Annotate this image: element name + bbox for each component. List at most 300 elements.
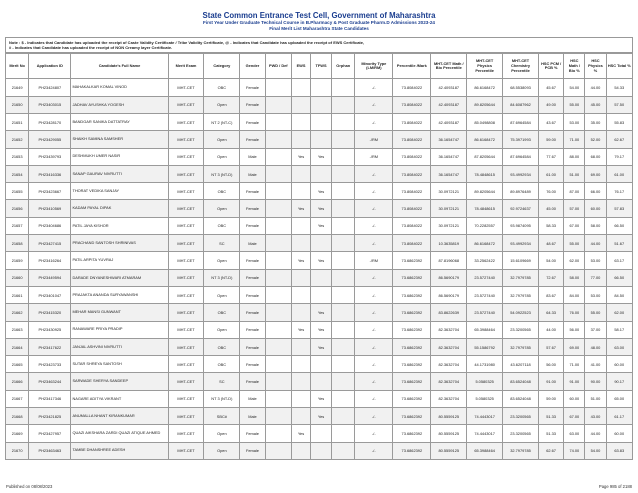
table-cell: -/RM	[355, 148, 393, 165]
table-cell: -/-	[355, 217, 393, 234]
table-cell	[292, 269, 311, 286]
column-header: Category	[204, 54, 240, 79]
table-cell: BANDGAR SANIKA DATTATRAY	[71, 114, 168, 131]
table-cell: PATIL JAYA KISHOR	[71, 217, 168, 234]
table-cell: NT 3 (NT-D)	[204, 269, 240, 286]
table-cell: 76.17	[606, 183, 633, 200]
table-cell: -/-	[355, 165, 393, 182]
table-cell	[292, 304, 311, 321]
table-cell	[265, 408, 291, 425]
table-cell: 21662	[6, 304, 29, 321]
table-cell	[265, 390, 291, 407]
table-cell: 76.00	[538, 183, 563, 200]
table-cell: 80.5559125	[431, 425, 467, 442]
table-cell: 92.9724637	[503, 200, 539, 217]
table-cell: Female	[240, 356, 265, 373]
table-cell: MHT-CET	[168, 148, 204, 165]
table-cell: MHT-CET	[168, 390, 204, 407]
table-row	[6, 131, 633, 148]
table-cell: 76.00	[564, 304, 585, 321]
table-cell: 21669	[6, 425, 29, 442]
table-cell: 73.8084022	[393, 165, 431, 182]
table-cell: 60.00	[564, 390, 585, 407]
table-cell: Female	[240, 114, 265, 131]
table-cell: 80.5559125	[431, 408, 467, 425]
table-cell: -/-	[355, 269, 393, 286]
table-cell: PH23427957	[29, 425, 71, 442]
table-cell: 83.6524048	[503, 390, 539, 407]
table-cell: 73.6862392	[393, 252, 431, 269]
table-cell: Female	[240, 252, 265, 269]
table-cell	[332, 79, 355, 96]
table-cell: 82.3632704	[431, 356, 467, 373]
published-date: Published on 08/08/2023	[6, 484, 53, 489]
table-cell: Open	[204, 442, 240, 459]
table-cell	[292, 131, 311, 148]
table-cell: 33.2562422	[467, 252, 503, 269]
table-row	[6, 183, 633, 200]
table-cell: SBC#	[204, 408, 240, 425]
table-cell: 73.6862392	[393, 356, 431, 373]
table-cell	[292, 356, 311, 373]
table-cell: 66.00	[585, 183, 606, 200]
table-cell: 71.00	[564, 356, 585, 373]
table-row	[6, 114, 633, 131]
table-row	[6, 165, 633, 182]
table-cell: 54.00	[564, 79, 585, 96]
table-cell: 21663	[6, 321, 29, 338]
table-cell: 45.67	[538, 79, 563, 96]
table-cell: 48.67	[538, 235, 563, 252]
table-cell: Female	[240, 200, 265, 217]
table-cell	[265, 321, 291, 338]
table-cell: Female	[240, 269, 265, 286]
table-cell: 44.00	[585, 79, 606, 96]
table-cell: Female	[240, 217, 265, 234]
table-cell: Open	[204, 252, 240, 269]
table-cell: 73.6862392	[393, 286, 431, 303]
table-cell: -/-	[355, 183, 393, 200]
table-cell: 73.6862392	[393, 373, 431, 390]
table-row	[6, 356, 633, 373]
table-cell: 77.67	[538, 148, 563, 165]
table-cell: 73.6862392	[393, 269, 431, 286]
table-row	[6, 235, 633, 252]
table-cell: PH23429055	[29, 131, 71, 148]
table-cell: 45.00	[585, 96, 606, 113]
table-cell: 42.4093187	[431, 114, 467, 131]
table-cell: 87.6964584	[503, 148, 539, 165]
table-cell: 61.00	[538, 165, 563, 182]
table-cell: 43.00	[585, 408, 606, 425]
table-cell: 91.00	[564, 373, 585, 390]
table-cell: 93.4992934	[503, 165, 539, 182]
table-cell: 73.8084022	[393, 217, 431, 234]
table-cell: MHT-CET	[168, 286, 204, 303]
table-cell: PH23416336	[29, 165, 71, 182]
table-cell: -/-	[355, 321, 393, 338]
table-cell	[311, 373, 332, 390]
table-cell: 21650	[6, 96, 29, 113]
table-cell: 44.00	[585, 425, 606, 442]
table-cell: 56.00	[538, 356, 563, 373]
table-cell: 89.8976489	[503, 183, 539, 200]
document-title: State Common Entrance Test Cell, Government of Maharashtra	[202, 11, 436, 20]
table-cell: 21666	[6, 373, 29, 390]
table-cell: THORAT VEDIKA SANJAY	[71, 183, 168, 200]
table-cell: Yes	[311, 252, 332, 269]
table-cell: DESHMUKH UMER NASIR	[71, 148, 168, 165]
table-cell	[292, 217, 311, 234]
table-cell: 69.00	[564, 338, 585, 355]
table-cell: 21651	[6, 114, 29, 131]
table-row	[6, 390, 633, 407]
table-cell: MHT-CET	[168, 373, 204, 390]
column-header: HSC Total %	[606, 54, 633, 79]
table-cell	[265, 304, 291, 321]
table-cell: OBC	[204, 217, 240, 234]
table-cell: 23.3200565	[503, 425, 539, 442]
table-cell: 53.00	[564, 114, 585, 131]
table-cell: 32.7979785	[503, 286, 539, 303]
table-cell: 45.00	[538, 200, 563, 217]
table-cell	[265, 425, 291, 442]
table-cell: Yes	[311, 390, 332, 407]
table-cell: Yes	[311, 338, 332, 355]
table-cell: 23.5727440	[467, 269, 503, 286]
table-cell: Female	[240, 131, 265, 148]
table-cell: PRAJAKTA ANANDA SURYAWANSHI	[71, 286, 168, 303]
table-cell: 90.17	[606, 373, 633, 390]
table-cell	[292, 390, 311, 407]
table-cell: 57.67	[538, 338, 563, 355]
table-cell: OBC	[204, 356, 240, 373]
table-cell: MHT-CET	[168, 269, 204, 286]
table-cell: 69.00	[585, 165, 606, 182]
table-cell: MEHAR MANSI GUNWANT	[71, 304, 168, 321]
table-cell	[311, 114, 332, 131]
table-cell: Yes	[292, 252, 311, 269]
table-cell	[332, 131, 355, 148]
table-cell: MHT-CET	[168, 442, 204, 459]
table-cell	[311, 235, 332, 252]
table-cell: MHT-CET	[168, 321, 204, 338]
table-cell: MHT-CET	[168, 338, 204, 355]
table-cell: PH23439793	[29, 148, 71, 165]
table-cell: 59.00	[538, 390, 563, 407]
table-cell: 79.17	[606, 148, 633, 165]
table-cell: 21665	[6, 356, 29, 373]
table-cell	[292, 286, 311, 303]
column-header: TFWS	[311, 54, 332, 79]
table-cell: OBC	[204, 79, 240, 96]
table-cell: MHT-CET	[168, 235, 204, 252]
table-cell	[265, 183, 291, 200]
table-cell: 44.00	[538, 321, 563, 338]
table-cell: JADHAV AYUSHKA YOGESH	[71, 96, 168, 113]
table-cell: 73.8084022	[393, 148, 431, 165]
table-cell: Yes	[292, 148, 311, 165]
table-cell: 73.8084022	[393, 200, 431, 217]
table-cell: Female	[240, 304, 265, 321]
table-row	[6, 425, 633, 442]
table-cell: PH23463244	[29, 373, 71, 390]
column-header: Candidate's Full Name	[71, 54, 168, 79]
table-cell: PH23404686	[29, 217, 71, 234]
table-cell: MHT-CET	[168, 183, 204, 200]
table-cell: SC	[204, 235, 240, 252]
table-cell	[332, 148, 355, 165]
table-cell: MAHAKALKAR KOMAL VINOD	[71, 79, 168, 96]
table-cell: 68.5538093	[503, 79, 539, 96]
table-cell	[311, 131, 332, 148]
table-cell: 21670	[6, 442, 29, 459]
table-row	[6, 269, 633, 286]
table-cell: 23.5727440	[467, 304, 503, 321]
table-cell: 93.9874095	[503, 217, 539, 234]
table-cell: 21659	[6, 252, 29, 269]
table-row	[6, 200, 633, 217]
table-cell	[332, 425, 355, 442]
table-cell: PH23415320	[29, 304, 71, 321]
table-cell: 70.2282557	[467, 217, 503, 234]
table-cell: NAGARE ADITYA VIKRANT	[71, 390, 168, 407]
table-cell: Yes	[292, 200, 311, 217]
table-cell: -/RM	[355, 131, 393, 148]
table-cell: 57.00	[564, 200, 585, 217]
table-cell: Yes	[311, 217, 332, 234]
table-cell: 51.33	[538, 408, 563, 425]
table-cell: PH23449594	[29, 269, 71, 286]
table-row	[6, 286, 633, 303]
column-header: Minority Type (LM/RM)	[355, 54, 393, 79]
table-cell	[311, 79, 332, 96]
table-cell: 73.8084022	[393, 114, 431, 131]
table-cell	[265, 235, 291, 252]
table-cell	[332, 96, 355, 113]
table-row	[6, 252, 633, 269]
table-cell: 58.00	[585, 217, 606, 234]
table-cell: 75.3971993	[503, 131, 539, 148]
table-cell	[332, 200, 355, 217]
table-cell	[311, 96, 332, 113]
table-cell: OBC	[204, 183, 240, 200]
table-cell	[332, 373, 355, 390]
table-cell: 36.1654747	[431, 148, 467, 165]
column-header: Merit No	[6, 54, 29, 79]
table-cell	[332, 183, 355, 200]
table-cell	[265, 373, 291, 390]
table-cell: 82.3632704	[431, 390, 467, 407]
table-cell: 21653	[6, 148, 29, 165]
table-cell	[311, 442, 332, 459]
column-header: EWS	[292, 54, 311, 79]
table-cell	[292, 235, 311, 252]
table-cell: PH23463463	[29, 442, 71, 459]
table-cell: Yes	[311, 200, 332, 217]
table-cell: Female	[240, 338, 265, 355]
page-number: Page 985 of 2188	[598, 484, 632, 489]
table-cell: 86.6168472	[467, 79, 503, 96]
table-row	[6, 148, 633, 165]
table-cell: 49.00	[538, 96, 563, 113]
table-cell: MHT-CET	[168, 79, 204, 96]
table-cell: 91.00	[538, 373, 563, 390]
table-cell: 51.00	[585, 390, 606, 407]
table-cell: 51.67	[606, 235, 633, 252]
table-cell: 43.67	[538, 114, 563, 131]
table-cell: 41.00	[585, 356, 606, 373]
table-cell: 86.5690179	[431, 286, 467, 303]
table-cell: 87.8196068	[431, 252, 467, 269]
table-cell: SHAIKH SAMINA SAMSHER	[71, 131, 168, 148]
table-cell: 83.6524048	[503, 373, 539, 390]
table-cell: Open	[204, 148, 240, 165]
table-cell	[311, 425, 332, 442]
table-row	[6, 373, 633, 390]
column-header: MHT-CET Math / Bio Percentile	[431, 54, 467, 79]
table-cell: -/-	[355, 425, 393, 442]
table-cell: 74.4443017	[467, 408, 503, 425]
table-cell: 60.00	[606, 425, 633, 442]
column-header: PWD / Def	[265, 54, 291, 79]
table-cell	[332, 442, 355, 459]
table-cell	[265, 217, 291, 234]
table-cell: 73.8084022	[393, 235, 431, 252]
table-cell: 35.00	[585, 114, 606, 131]
table-row	[6, 338, 633, 355]
table-cell: 36.1654747	[431, 165, 467, 182]
table-cell: 73.6862392	[393, 442, 431, 459]
table-cell	[311, 165, 332, 182]
table-cell: 68.00	[585, 148, 606, 165]
table-cell: 78.4848615	[467, 200, 503, 217]
table-cell: 21655	[6, 183, 29, 200]
table-cell: Male	[240, 235, 265, 252]
table-cell: 56.00	[564, 321, 585, 338]
table-cell: 55.00	[564, 235, 585, 252]
table-cell: 51.00	[564, 165, 585, 182]
table-cell: JANJAL ASHVINI NIVRUTTI	[71, 338, 168, 355]
table-cell	[265, 165, 291, 182]
table-cell	[265, 442, 291, 459]
table-cell: 89.8205644	[467, 96, 503, 113]
table-cell	[265, 96, 291, 113]
table-cell: 54.0922523	[503, 304, 539, 321]
table-cell: 93.4992934	[503, 235, 539, 252]
table-cell: Male	[240, 390, 265, 407]
table-cell: 84.00	[564, 286, 585, 303]
table-cell: Female	[240, 96, 265, 113]
table-cell: RANAWARE PRIYA PRADIP	[71, 321, 168, 338]
column-header: Merit Exam	[168, 54, 204, 79]
table-cell: DARADE DNYANESHWARI ATMARAM	[71, 269, 168, 286]
table-cell: 15.6109669	[503, 252, 539, 269]
table-row	[6, 79, 633, 96]
table-cell: 78.4848615	[467, 165, 503, 182]
table-cell	[292, 165, 311, 182]
table-cell: -/-	[355, 373, 393, 390]
table-cell: 43.6207118	[503, 356, 539, 373]
table-cell: KADAM PAYAL DIPAK	[71, 200, 168, 217]
table-cell: 87.8205644	[467, 148, 503, 165]
table-cell	[332, 321, 355, 338]
table-cell: 84.50	[606, 286, 633, 303]
table-cell: 58.33	[538, 217, 563, 234]
table-cell: 72.67	[538, 269, 563, 286]
table-cell: 58.17	[606, 321, 633, 338]
table-cell: 21652	[6, 131, 29, 148]
table-cell: 73.6862392	[393, 390, 431, 407]
table-cell	[292, 79, 311, 96]
table-cell: 89.8205644	[467, 183, 503, 200]
column-header: HSC Math / Bio %	[564, 54, 585, 79]
table-cell: 86.6168472	[467, 235, 503, 252]
table-cell: PRACHAND SANTOSH SHRINIVAS	[71, 235, 168, 252]
table-cell: 55.00	[585, 304, 606, 321]
table-cell: -/-	[355, 114, 393, 131]
table-cell: 63.00	[564, 425, 585, 442]
table-cell: 54.00	[538, 252, 563, 269]
table-cell: 65.3988464	[467, 442, 503, 459]
table-cell: OBC	[204, 338, 240, 355]
table-cell: PH23417346	[29, 390, 71, 407]
table-cell: Female	[240, 321, 265, 338]
table-cell	[265, 79, 291, 96]
table-cell	[265, 286, 291, 303]
table-cell: TAMBE DHANSHREE ADESH	[71, 442, 168, 459]
table-cell: 73.8084022	[393, 96, 431, 113]
table-cell: 73.6862392	[393, 321, 431, 338]
table-cell: 64.33	[538, 304, 563, 321]
table-cell: PH23428170	[29, 114, 71, 131]
table-cell: 84.6087962	[503, 96, 539, 113]
table-cell: -/-	[355, 356, 393, 373]
table-cell: Female	[240, 425, 265, 442]
table-cell: 90.00	[585, 373, 606, 390]
column-header: HSC Physics %	[585, 54, 606, 79]
table-cell: 21668	[6, 408, 29, 425]
table-cell: Male	[240, 408, 265, 425]
table-cell	[332, 408, 355, 425]
table-cell: PH23430925	[29, 321, 71, 338]
table-cell: 48.00	[585, 338, 606, 355]
table-cell: 23.3200565	[503, 321, 539, 338]
table-cell: 36.1654747	[431, 131, 467, 148]
table-cell: 82.3632704	[431, 321, 467, 338]
table-cell	[332, 165, 355, 182]
table-cell: 73.6862392	[393, 408, 431, 425]
table-cell: PH23416264	[29, 252, 71, 269]
table-cell: 66.50	[606, 217, 633, 234]
table-cell: NT 3 (NT-D)	[204, 165, 240, 182]
table-cell: 80.5559125	[431, 442, 467, 459]
table-row	[6, 96, 633, 113]
table-cell: 86.5690179	[431, 269, 467, 286]
table-cell: MHT-CET	[168, 356, 204, 373]
table-cell: 21654	[6, 165, 29, 182]
table-cell: 73.6862392	[393, 338, 431, 355]
table-cell: 83.67	[538, 286, 563, 303]
table-cell: -/-	[355, 235, 393, 252]
legend-note	[5, 37, 633, 53]
table-cell: 51.33	[538, 425, 563, 442]
table-cell: 58.00	[564, 269, 585, 286]
table-cell	[311, 269, 332, 286]
table-cell: 77.00	[585, 269, 606, 286]
table-cell	[332, 390, 355, 407]
note-line-1: Note : $ - Indicates that Candidate has uploaded the receipt of Caste Validity Certificate / Tribe Validity Certificate, @ - Indicates that Candidate has uploaded the receipt of EWS Certificate,	[9, 40, 365, 45]
